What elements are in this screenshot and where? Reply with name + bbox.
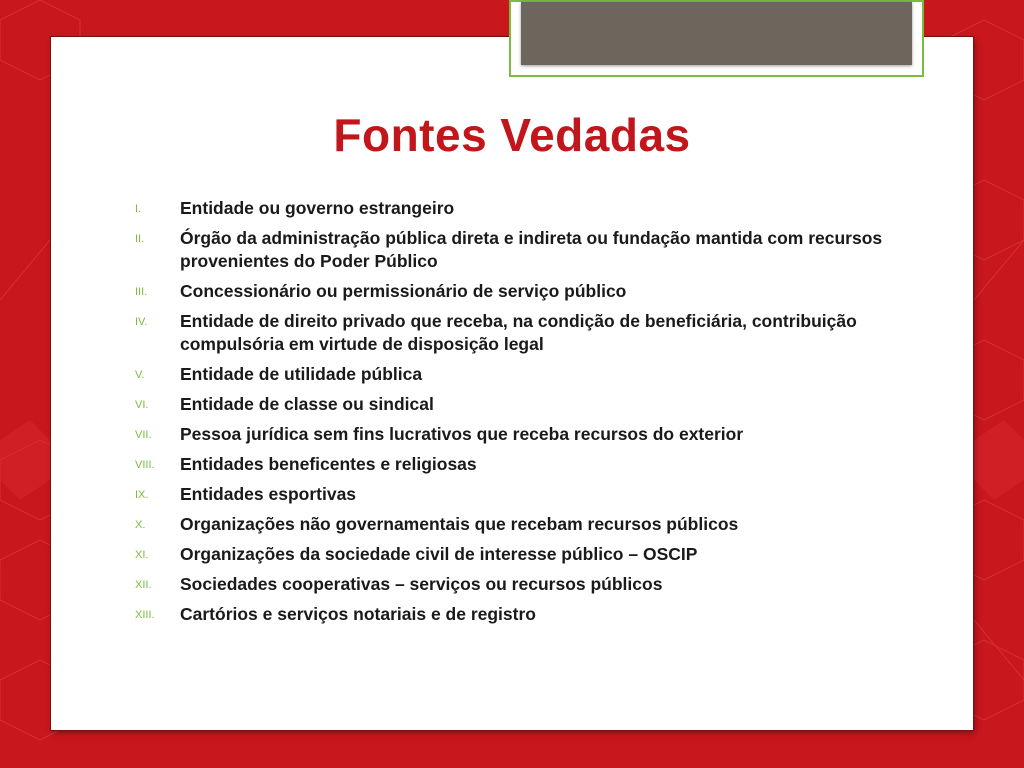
list-item-text: Entidades esportivas xyxy=(180,484,357,504)
photo-placeholder xyxy=(521,2,912,65)
list-item xyxy=(135,363,895,386)
list-numeral: XI. xyxy=(135,549,149,561)
list-item-text: Cartórios e serviços notariais e de registro xyxy=(180,604,536,624)
list-numeral: XIII. xyxy=(135,609,155,621)
list-item xyxy=(135,280,895,303)
list-numeral: IV. xyxy=(135,316,148,328)
list-item-text: Pessoa jurídica sem fins lucrativos que receba recursos do exterior xyxy=(180,424,744,444)
list-numeral: IX. xyxy=(135,489,149,501)
slide-title: Fontes Vedadas xyxy=(333,109,691,161)
list-item xyxy=(135,310,895,356)
list-item-text: Entidade de utilidade pública xyxy=(180,364,423,384)
numbered-list xyxy=(135,197,895,633)
list-item xyxy=(135,483,895,506)
list-item-text: Entidade ou governo estrangeiro xyxy=(180,198,455,218)
list-numeral: V. xyxy=(135,369,145,381)
list-numeral: X. xyxy=(135,519,146,531)
list-item-text: Órgão da administração pública direta e indireta ou fundação mantida com recursos provenientes do Poder Público xyxy=(180,228,883,271)
list-item xyxy=(135,513,895,536)
list-item-text: Entidade de direito privado que receba, na condição de beneficiária, contribuição compulsória em virtude de disposição legal xyxy=(180,311,857,354)
list-item-text: Organizações não governamentais que recebam recursos públicos xyxy=(180,514,739,534)
list-numeral: I. xyxy=(135,203,142,215)
list-item xyxy=(135,573,895,596)
list-numeral: VII. xyxy=(135,429,152,441)
list-numeral: VIII. xyxy=(135,459,155,471)
list-item-text: Entidade de classe ou sindical xyxy=(180,394,434,414)
photo-frame xyxy=(509,0,924,77)
list-numeral: III. xyxy=(135,286,148,298)
list-item-text: Entidades beneficentes e religiosas xyxy=(180,454,477,474)
list-item xyxy=(135,227,895,273)
list-item xyxy=(135,453,895,476)
list-numeral: II. xyxy=(135,233,145,245)
list-item xyxy=(135,543,895,566)
list-item xyxy=(135,603,895,626)
list-numeral: XII. xyxy=(135,579,152,591)
list-numeral: VI. xyxy=(135,399,149,411)
list-item xyxy=(135,423,895,446)
list-item xyxy=(135,393,895,416)
list-item-text: Sociedades cooperativas – serviços ou recursos públicos xyxy=(180,574,663,594)
list-item-text: Concessionário ou permissionário de serviço público xyxy=(180,281,627,301)
list-item xyxy=(135,197,895,220)
list-item-text: Organizações da sociedade civil de interesse público – OSCIP xyxy=(180,544,698,564)
